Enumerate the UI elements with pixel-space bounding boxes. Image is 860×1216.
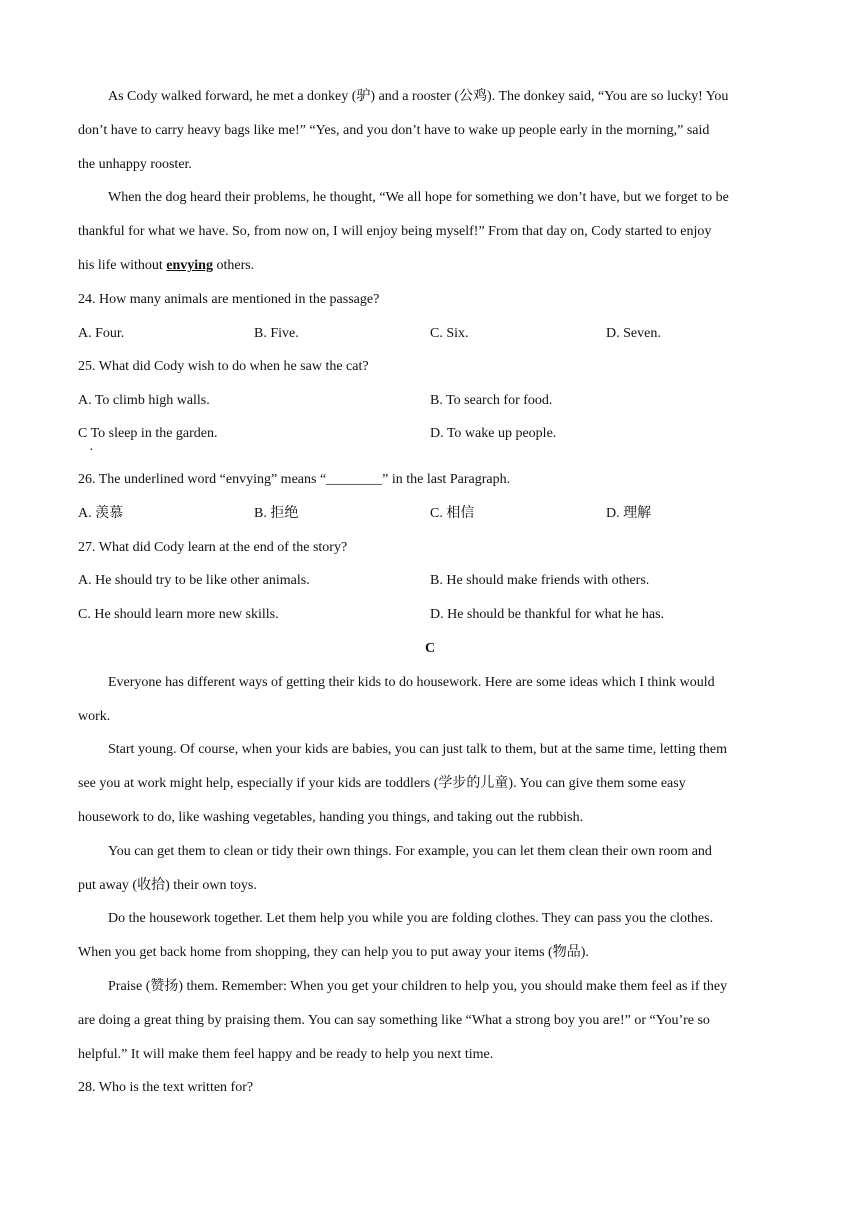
q25-option-a: A. To climb high walls. <box>78 393 210 408</box>
section-c-line-5: housework to do, like washing vegetables, handing you things, and taking out the rubbish. <box>78 810 584 825</box>
section-c-line-8: Do the housework together. Let them help you while you are folding clothes. They can pass you the clothes. <box>108 911 714 926</box>
question-25-stem: 25. What did Cody wish to do when he saw the cat? <box>78 359 369 374</box>
question-24-stem: 24. How many animals are mentioned in the passage? <box>78 292 380 307</box>
section-c-line-1: Everyone has different ways of getting their kids to do housework. Here are some ideas which I think would <box>108 675 715 690</box>
section-c-line-3: Start young. Of course, when your kids are babies, you can just talk to them, but at the same time, letting them <box>108 742 727 757</box>
section-c-line-2: work. <box>78 709 111 724</box>
passage-b-p2-line2: thankful for what we have. So, from now on, I will enjoy being myself!” From that day on, Cody started to enjoy <box>78 224 712 239</box>
q24-option-b: B. Five. <box>254 326 299 341</box>
q25-option-c: C To sleep in the garden. <box>78 426 218 441</box>
question-28-stem: 28. Who is the text written for? <box>78 1080 254 1095</box>
passage-b-p1-line2: don’t have to carry heavy bags like me!” “Yes, and you don’t have to wake up people early in the morning,” said <box>78 123 710 138</box>
q26-option-b: B. 拒绝 <box>254 506 299 521</box>
section-c-line-10: Praise (赞扬) them. Remember: When you get your children to help you, you should make them feel as if they <box>108 979 728 994</box>
passage-b-p2-line1: When the dog heard their problems, he thought, “We all hope for something we don’t have, but we forget to be <box>108 190 729 205</box>
q27-option-d: D. He should be thankful for what he has. <box>430 607 665 622</box>
q26-option-c: C. 相信 <box>430 506 475 521</box>
text-after-underline: others. <box>212 258 255 273</box>
passage-b-p1-line3: the unhappy rooster. <box>78 157 192 172</box>
q26-option-a: A. 羡慕 <box>78 506 124 521</box>
section-c-line-7: put away (收拾) their own toys. <box>78 878 257 893</box>
q24-option-c: C. Six. <box>430 326 469 341</box>
q27-option-a: A. He should try to be like other animals. <box>78 573 310 588</box>
passage-b-p1-line1: As Cody walked forward, he met a donkey (驴) and a rooster (公鸡). The donkey said, “You are so lucky! You <box>108 89 729 104</box>
q26-option-d: D. 理解 <box>606 506 652 521</box>
stray-dot-mark: · <box>89 443 94 458</box>
passage-b-p2-line3 <box>78 256 254 276</box>
q27-option-c: C. He should learn more new skills. <box>78 607 279 622</box>
q27-option-b: B. He should make friends with others. <box>430 573 650 588</box>
q24-option-a: A. Four. <box>78 326 125 341</box>
q25-option-d: D. To wake up people. <box>430 426 557 441</box>
section-c-line-4: see you at work might help, especially if your kids are toddlers (学步的儿童). You can give them some easy <box>78 776 686 791</box>
question-26-stem: 26. The underlined word “envying” means “________” in the last Paragraph. <box>78 472 511 487</box>
underlined-word: envying <box>166 258 213 273</box>
section-c-heading: C <box>424 641 436 656</box>
question-27-stem: 27. What did Cody learn at the end of the story? <box>78 540 348 555</box>
section-c-line-11: are doing a great thing by praising them. You can say something like “What a strong boy you are!” or “You’re so <box>78 1013 710 1028</box>
q24-option-d: D. Seven. <box>606 326 661 341</box>
section-c-line-9: When you get back home from shopping, they can help you to put away your items (物品). <box>78 945 589 960</box>
section-c-line-6: You can get them to clean or tidy their own things. For example, you can let them clean their own room and <box>108 844 712 859</box>
text-before-underline: his life without <box>78 258 167 273</box>
q25-option-b: B. To search for food. <box>430 393 553 408</box>
section-c-line-12: helpful.” It will make them feel happy and be ready to help you next time. <box>78 1047 494 1062</box>
